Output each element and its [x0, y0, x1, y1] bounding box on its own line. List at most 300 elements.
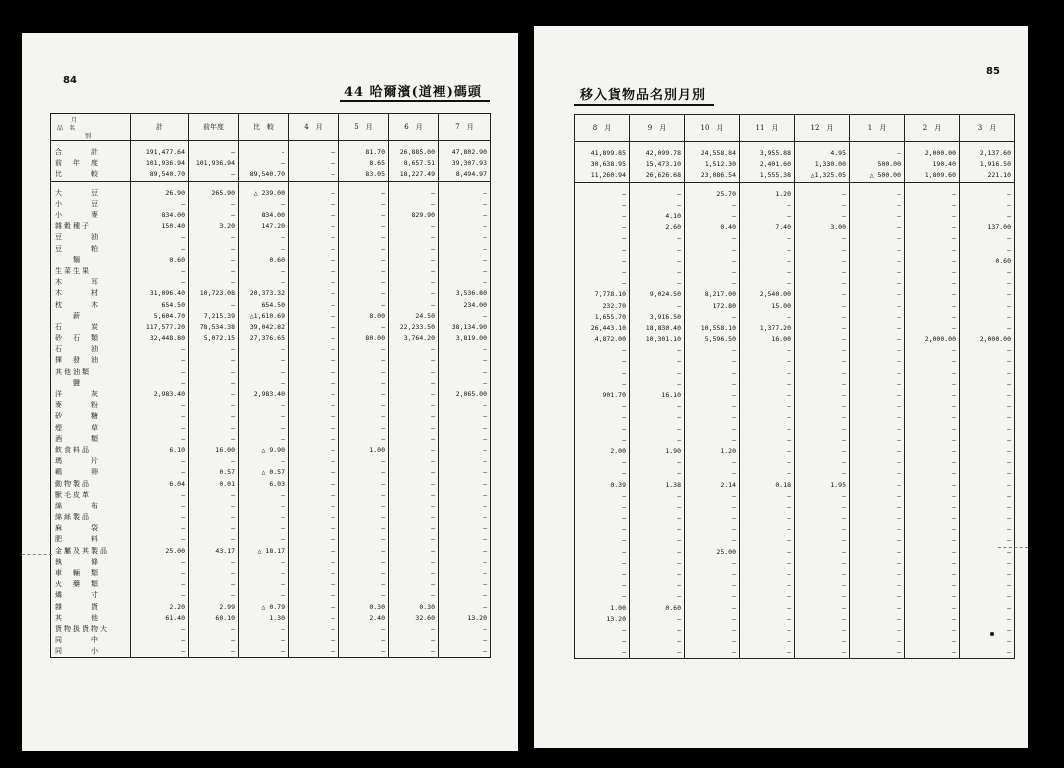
value-cell: —: [239, 367, 289, 378]
value-cell: —: [239, 158, 289, 169]
row-label: 豆 粕: [51, 244, 131, 255]
table-row: [575, 424, 1015, 435]
value-cell: —: [630, 535, 685, 546]
value-cell: —: [439, 434, 491, 445]
value-cell: 43.17: [189, 546, 239, 557]
table-row: [575, 591, 1015, 602]
table-row: [51, 221, 491, 232]
table-row: [575, 278, 1015, 289]
value-cell: —: [795, 502, 850, 513]
table-row: [51, 423, 491, 434]
value-cell: —: [850, 256, 905, 267]
value-cell: —: [189, 210, 239, 221]
value-cell: —: [630, 558, 685, 569]
value-cell: 8.00: [339, 311, 389, 322]
value-cell: —: [131, 590, 189, 601]
value-cell: 7,215.39: [189, 311, 239, 322]
table-row: [51, 546, 491, 557]
value-cell: —: [630, 278, 685, 289]
value-cell: —: [740, 468, 795, 479]
value-cell: 500.00: [850, 159, 905, 170]
column-header: 4 月: [289, 114, 339, 141]
row-label: 麵: [51, 255, 131, 266]
value-cell: —: [339, 188, 389, 199]
value-cell: —: [850, 446, 905, 457]
value-cell: —: [960, 457, 1015, 468]
value-cell: —: [795, 435, 850, 446]
value-cell: —: [795, 233, 850, 244]
value-cell: —: [131, 568, 189, 579]
value-cell: —: [795, 200, 850, 211]
value-cell: —: [905, 603, 960, 614]
left-page: [22, 33, 518, 751]
value-cell: —: [960, 379, 1015, 390]
value-cell: —: [339, 255, 389, 266]
table-row: [575, 233, 1015, 244]
value-cell: —: [795, 289, 850, 300]
value-cell: —: [189, 299, 239, 310]
value-cell: 654.50: [131, 299, 189, 310]
value-cell: —: [685, 401, 740, 412]
value-cell: —: [850, 323, 905, 334]
value-cell: —: [389, 423, 439, 434]
value-cell: —: [339, 389, 389, 400]
value-cell: 6.10: [131, 445, 189, 456]
value-cell: —: [339, 568, 389, 579]
value-cell: —: [339, 221, 389, 232]
value-cell: —: [289, 523, 339, 534]
table-row: [51, 445, 491, 456]
value-cell: —: [905, 256, 960, 267]
value-cell: —: [905, 457, 960, 468]
value-cell: —: [389, 277, 439, 288]
row-label: 石 炭: [51, 322, 131, 333]
value-cell: —: [850, 424, 905, 435]
value-cell: 7.40: [740, 222, 795, 233]
value-cell: —: [905, 614, 960, 625]
value-cell: —: [850, 591, 905, 602]
row-label: 金屬及其製品: [51, 546, 131, 557]
value-cell: 5,604.70: [131, 311, 189, 322]
value-cell: 2,401.60: [740, 159, 795, 170]
value-cell: —: [685, 245, 740, 256]
value-cell: —: [439, 411, 491, 422]
value-cell: 829.90: [389, 210, 439, 221]
value-cell: 89,540.70: [131, 169, 189, 181]
value-cell: —: [740, 558, 795, 569]
value-cell: —: [339, 557, 389, 568]
value-cell: —: [189, 344, 239, 355]
value-cell: 0.01: [189, 478, 239, 489]
value-cell: —: [795, 278, 850, 289]
value-cell: —: [575, 379, 630, 390]
value-cell: —: [339, 199, 389, 210]
value-cell: 89,540.70: [239, 169, 289, 181]
value-cell: —: [239, 557, 289, 568]
value-cell: —: [905, 535, 960, 546]
page-title-left: 44 哈爾濱(道裡)碼頭: [344, 85, 482, 100]
value-cell: —: [389, 221, 439, 232]
table-row: [575, 446, 1015, 457]
total-row: [51, 158, 491, 169]
table-row: [51, 400, 491, 411]
value-cell: —: [795, 424, 850, 435]
value-cell: —: [960, 211, 1015, 222]
value-cell: 150.40: [131, 221, 189, 232]
table-row: [51, 411, 491, 422]
value-cell: △ 0.57: [239, 467, 289, 478]
column-header: 12 月: [795, 115, 850, 142]
value-cell: —: [850, 457, 905, 468]
value-cell: —: [905, 547, 960, 558]
value-cell: 0.40: [685, 222, 740, 233]
value-cell: 24,558.84: [685, 148, 740, 159]
value-cell: —: [289, 445, 339, 456]
value-cell: —: [960, 569, 1015, 580]
value-cell: —: [850, 491, 905, 502]
value-cell: —: [960, 647, 1015, 659]
value-cell: —: [289, 244, 339, 255]
value-cell: 4,872.00: [575, 334, 630, 345]
value-cell: —: [740, 412, 795, 423]
corner-middle: 品 名: [57, 125, 76, 132]
value-cell: —: [339, 400, 389, 411]
value-cell: 137.00: [960, 222, 1015, 233]
value-cell: —: [339, 367, 389, 378]
value-cell: —: [189, 568, 239, 579]
value-cell: —: [439, 400, 491, 411]
value-cell: —: [389, 501, 439, 512]
value-cell: —: [960, 368, 1015, 379]
value-cell: —: [685, 513, 740, 524]
value-cell: —: [439, 456, 491, 467]
row-label: 車 輛 類: [51, 568, 131, 579]
value-cell: —: [289, 478, 339, 489]
value-cell: —: [905, 379, 960, 390]
value-cell: —: [189, 557, 239, 568]
value-cell: —: [850, 368, 905, 379]
value-cell: —: [439, 378, 491, 389]
value-cell: —: [905, 468, 960, 479]
value-cell: 3,536.80: [439, 288, 491, 299]
value-cell: —: [289, 169, 339, 181]
value-cell: —: [795, 300, 850, 311]
table-row: [51, 635, 491, 646]
value-cell: 11,260.94: [575, 170, 630, 182]
table-row: [575, 222, 1015, 233]
value-cell: —: [630, 502, 685, 513]
value-cell: —: [740, 312, 795, 323]
value-cell: —: [339, 546, 389, 557]
value-cell: —: [239, 378, 289, 389]
value-cell: —: [339, 635, 389, 646]
value-cell: —: [960, 491, 1015, 502]
value-cell: —: [960, 479, 1015, 490]
value-cell: 16.00: [189, 445, 239, 456]
value-cell: —: [850, 502, 905, 513]
value-cell: —: [575, 256, 630, 267]
table-row: [51, 490, 491, 501]
value-cell: 3,916.50: [630, 312, 685, 323]
value-cell: —: [439, 568, 491, 579]
table-row: [575, 345, 1015, 356]
value-cell: 26,443.10: [575, 323, 630, 334]
value-cell: —: [389, 434, 439, 445]
value-cell: —: [795, 334, 850, 345]
value-cell: —: [239, 512, 289, 523]
value-cell: —: [630, 233, 685, 244]
value-cell: —: [189, 378, 239, 389]
value-cell: —: [289, 534, 339, 545]
value-cell: —: [575, 636, 630, 647]
table-row: [51, 232, 491, 243]
value-cell: —: [289, 624, 339, 635]
value-cell: —: [439, 277, 491, 288]
value-cell: 32.60: [389, 613, 439, 624]
value-cell: —: [960, 233, 1015, 244]
value-cell: —: [439, 579, 491, 590]
value-cell: 0.30: [389, 602, 439, 613]
value-cell: —: [339, 277, 389, 288]
value-cell: —: [389, 646, 439, 658]
value-cell: —: [389, 288, 439, 299]
table-row: [51, 389, 491, 400]
value-cell: —: [795, 603, 850, 614]
value-cell: —: [795, 524, 850, 535]
value-cell: —: [685, 457, 740, 468]
value-cell: —: [960, 245, 1015, 256]
value-cell: —: [905, 591, 960, 602]
value-cell: —: [389, 400, 439, 411]
value-cell: —: [630, 468, 685, 479]
table-row: [575, 379, 1015, 390]
value-cell: —: [740, 647, 795, 659]
value-cell: 834.00: [131, 210, 189, 221]
value-cell: —: [289, 188, 339, 199]
value-cell: 10,558.10: [685, 323, 740, 334]
column-header: 計: [131, 114, 189, 141]
value-cell: —: [685, 256, 740, 267]
row-label: 麻 袋: [51, 523, 131, 534]
value-cell: —: [339, 523, 389, 534]
value-cell: —: [850, 535, 905, 546]
value-cell: —: [439, 367, 491, 378]
value-cell: —: [850, 479, 905, 490]
value-cell: —: [131, 400, 189, 411]
value-cell: —: [630, 547, 685, 558]
value-cell: —: [389, 255, 439, 266]
value-cell: —: [960, 558, 1015, 569]
value-cell: —: [575, 200, 630, 211]
row-label: 比 較: [51, 169, 131, 181]
value-cell: —: [685, 603, 740, 614]
table-row: [51, 367, 491, 378]
value-cell: —: [189, 389, 239, 400]
value-cell: —: [439, 523, 491, 534]
value-cell: —: [439, 221, 491, 232]
value-cell: —: [850, 625, 905, 636]
value-cell: —: [960, 424, 1015, 435]
column-header: 比 較: [239, 114, 289, 141]
value-cell: —: [630, 580, 685, 591]
title-underline-right: [574, 104, 714, 106]
value-cell: 18,830.40: [630, 323, 685, 334]
value-cell: —: [630, 379, 685, 390]
value-cell: —: [795, 457, 850, 468]
value-cell: —: [795, 211, 850, 222]
value-cell: —: [239, 434, 289, 445]
value-cell: 1,916.50: [960, 159, 1015, 170]
value-cell: —: [239, 232, 289, 243]
value-cell: —: [131, 434, 189, 445]
value-cell: —: [795, 513, 850, 524]
value-cell: 8,217.00: [685, 289, 740, 300]
value-cell: —: [960, 200, 1015, 211]
value-cell: —: [850, 312, 905, 323]
value-cell: 1.20: [685, 446, 740, 457]
value-cell: —: [339, 344, 389, 355]
value-cell: —: [239, 490, 289, 501]
title-underline-left: [340, 100, 490, 102]
value-cell: —: [239, 277, 289, 288]
value-cell: —: [960, 412, 1015, 423]
table-row: [51, 199, 491, 210]
value-cell: —: [339, 512, 389, 523]
value-cell: 83.05: [339, 169, 389, 181]
value-cell: —: [339, 579, 389, 590]
value-cell: 0.60: [131, 255, 189, 266]
value-cell: —: [850, 334, 905, 345]
value-cell: —: [905, 189, 960, 200]
value-cell: —: [630, 300, 685, 311]
value-cell: —: [575, 547, 630, 558]
value-cell: —: [289, 579, 339, 590]
value-cell: 0.18: [740, 479, 795, 490]
value-cell: —: [685, 267, 740, 278]
value-cell: 60.10: [189, 613, 239, 624]
value-cell: —: [189, 169, 239, 181]
value-cell: —: [905, 491, 960, 502]
value-cell: 2,983.40: [131, 389, 189, 400]
value-cell: 0.60: [239, 255, 289, 266]
value-cell: 8,657.51: [389, 158, 439, 169]
value-cell: —: [795, 245, 850, 256]
value-cell: —: [289, 512, 339, 523]
value-cell: 1,330.00: [795, 159, 850, 170]
table-row: [51, 244, 491, 255]
value-cell: 1.00: [339, 445, 389, 456]
table-row: [575, 524, 1015, 535]
value-cell: —: [239, 590, 289, 601]
value-cell: —: [439, 210, 491, 221]
value-cell: 3,764.20: [389, 333, 439, 344]
value-cell: —: [339, 501, 389, 512]
row-label: 大 豆: [51, 188, 131, 199]
column-header: 2 月: [905, 115, 960, 142]
value-cell: —: [630, 435, 685, 446]
table-row: [575, 300, 1015, 311]
value-cell: —: [339, 624, 389, 635]
value-cell: 47,802.90: [439, 147, 491, 158]
page-title-right: 移入貨物品名別月別: [580, 88, 707, 103]
value-cell: —: [795, 614, 850, 625]
value-cell: —: [131, 367, 189, 378]
value-cell: —: [685, 558, 740, 569]
value-cell: —: [795, 356, 850, 367]
value-cell: —: [289, 635, 339, 646]
value-cell: —: [339, 534, 389, 545]
value-cell: 2.20: [131, 602, 189, 613]
value-cell: —: [905, 390, 960, 401]
value-cell: 26.90: [131, 188, 189, 199]
value-cell: —: [740, 435, 795, 446]
value-cell: 23,086.54: [685, 170, 740, 182]
value-cell: —: [575, 580, 630, 591]
value-cell: 6.03: [239, 478, 289, 489]
value-cell: —: [189, 501, 239, 512]
row-label: 同 中: [51, 635, 131, 646]
value-cell: —: [239, 635, 289, 646]
value-cell: —: [189, 423, 239, 434]
value-cell: —: [575, 356, 630, 367]
value-cell: —: [850, 569, 905, 580]
value-cell: —: [630, 412, 685, 423]
value-cell: —: [289, 389, 339, 400]
table-row: [575, 513, 1015, 524]
value-cell: —: [630, 401, 685, 412]
total-row: [51, 169, 491, 181]
value-cell: 2,065.00: [439, 389, 491, 400]
value-cell: 16.10: [630, 390, 685, 401]
value-cell: 25.70: [685, 189, 740, 200]
table-row: [575, 256, 1015, 267]
value-cell: —: [189, 411, 239, 422]
value-cell: —: [289, 568, 339, 579]
value-cell: —: [575, 211, 630, 222]
value-cell: —: [795, 491, 850, 502]
value-cell: —: [339, 423, 389, 434]
value-cell: △ 239.00: [239, 188, 289, 199]
value-cell: —: [289, 288, 339, 299]
value-cell: 13.20: [575, 614, 630, 625]
value-cell: —: [630, 625, 685, 636]
value-cell: —: [131, 411, 189, 422]
table-row: [575, 558, 1015, 569]
value-cell: —: [339, 322, 389, 333]
value-cell: —: [131, 199, 189, 210]
value-cell: —: [850, 148, 905, 159]
value-cell: —: [905, 211, 960, 222]
value-cell: —: [575, 647, 630, 659]
table-row: [575, 289, 1015, 300]
value-cell: —: [685, 591, 740, 602]
value-cell: —: [685, 368, 740, 379]
value-cell: —: [189, 579, 239, 590]
table-row: [51, 512, 491, 523]
value-cell: 2.60: [630, 222, 685, 233]
row-label: 獸毛皮革: [51, 490, 131, 501]
table-row: [51, 299, 491, 310]
value-cell: —: [289, 378, 339, 389]
table-row: [51, 590, 491, 601]
value-cell: —: [740, 200, 795, 211]
value-cell: —: [339, 456, 389, 467]
value-cell: —: [239, 523, 289, 534]
value-cell: —: [239, 646, 289, 658]
value-cell: —: [795, 267, 850, 278]
value-cell: —: [740, 636, 795, 647]
value-cell: 117,577.20: [131, 322, 189, 333]
